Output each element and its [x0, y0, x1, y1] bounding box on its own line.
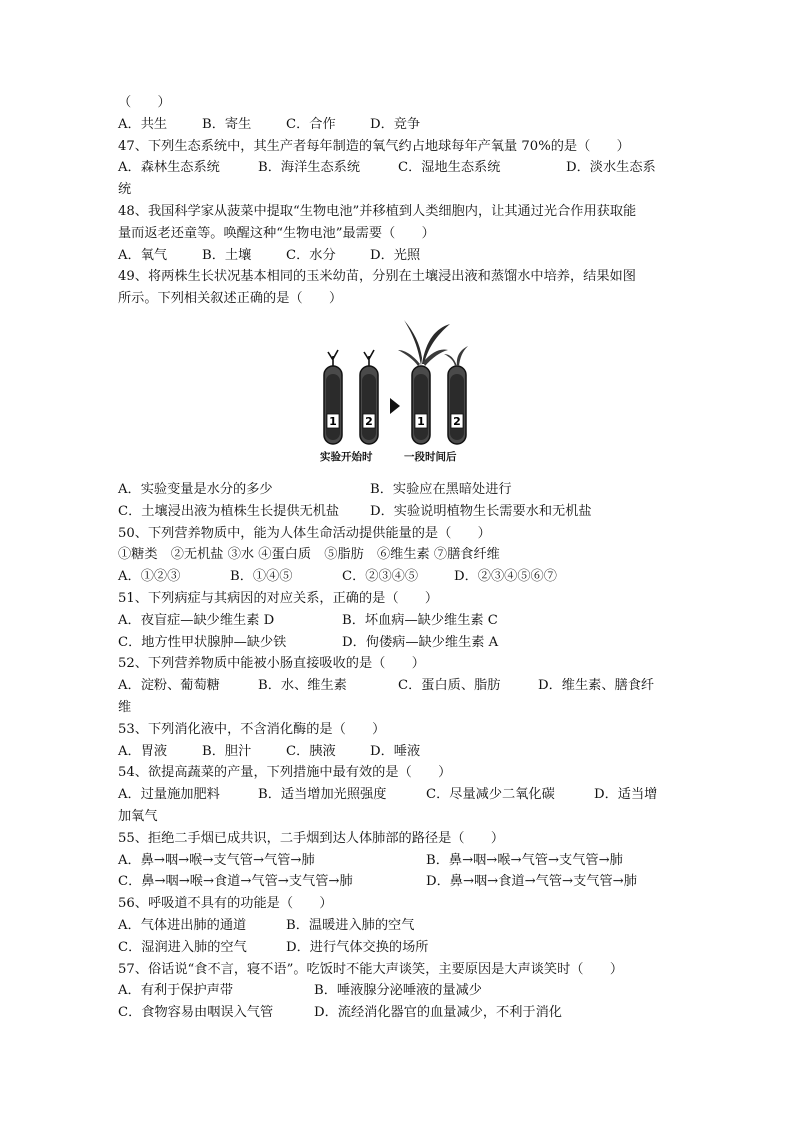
q49-stem-line2: 所示。下列相关叙述正确的是（ ）	[118, 291, 343, 307]
q49-option-b: B．实验应在黑暗处进行	[370, 481, 512, 497]
q49-option-d: D．实验说明植物生长需要水和无机盐	[370, 503, 592, 519]
q51-option-a: A．夜盲症—缺少维生素 D	[118, 612, 275, 628]
q46-answer-blank: （ ）	[118, 95, 171, 110]
q47-option-a: A．森林生态系统	[118, 160, 220, 176]
q51-option-b: B．坏血病—缺少维生素 C	[342, 612, 498, 628]
q54-option-d: D．适当增	[594, 787, 658, 803]
q47-option-d: D．淡水生态系	[566, 160, 656, 176]
tube-2-later	[444, 346, 468, 444]
q51-options-row1	[118, 610, 678, 632]
q51-stem: 51、下列病症与其病因的对应关系，正确的是（ ）	[118, 590, 439, 606]
q57-option-d: D．流经消化器官的血量减少，不利于消化	[314, 1005, 562, 1021]
q47-option-d-cont: 统	[118, 182, 132, 198]
q49-option-a: A．实验变量是水分的多少	[118, 481, 273, 497]
caption-later: 一段时间后	[404, 450, 457, 463]
q54-option-d-cont: 加氧气	[118, 808, 158, 824]
q57-options-row1	[118, 980, 678, 1002]
q56-options-row1	[118, 915, 678, 937]
q51-options-row2	[118, 632, 678, 654]
q54-option-b: B．适当增加光照强度	[258, 787, 387, 803]
q46-options	[118, 114, 678, 136]
q57-option-b: B．唾液腺分泌唾液的量减少	[314, 983, 482, 999]
q55-stem: 55、拒绝二手烟已成共识，二手烟到达人体肺部的路径是（ ）	[118, 830, 505, 846]
q55-options-row1	[118, 850, 678, 872]
tube-1-start	[324, 350, 342, 444]
q50-option-c: C．②③④⑤	[342, 569, 419, 585]
arrow-icon	[390, 398, 400, 414]
q50-option-a: A．①②③	[118, 569, 181, 585]
q47-stem: 47、下列生态系统中，其生产者每年制造的氧气约占地球每年产氧量 70%的是（ ）	[118, 138, 630, 154]
q50-stem: 50、下列营养物质中，能为人体生命活动提供能量的是（ ）	[118, 525, 491, 541]
q53-option-b: B．胆汁	[202, 743, 252, 759]
q49-options-row2	[118, 501, 678, 523]
q47-option-c: C．湿地生态系统	[398, 160, 501, 176]
q52-option-c: C．蛋白质、脂肪	[398, 678, 501, 694]
q54-stem: 54、欲提高蔬菜的产量，下列措施中最有效的是（ ）	[118, 765, 452, 781]
q53-option-c: C．胰液	[286, 743, 336, 759]
q48-option-d: D．光照	[370, 247, 421, 263]
q57-option-a: A．有利于保护声带	[118, 983, 234, 999]
q48-option-b: B．土壤	[202, 247, 252, 263]
tube-label-2: 2	[365, 414, 373, 428]
q55-option-c: C．鼻→咽→喉→食道→气管→支气管→肺	[118, 874, 353, 890]
q53-options	[118, 741, 678, 763]
q52-option-d: D．维生素、膳食纤	[538, 678, 655, 694]
q47-option-b: B．海洋生态系统	[258, 160, 361, 176]
q49-figure	[118, 314, 678, 476]
q55-option-d: D．鼻→咽→食道→气管→支气管→肺	[426, 874, 637, 890]
q55-option-a: A．鼻→咽→喉→支气管→气管→肺	[118, 852, 315, 868]
tube-2-start	[360, 350, 378, 444]
q48-stem-line1: 48、我国科学家从菠菜中提取“生物电池”并移植到人类细胞内，让其通过光合作用获取能	[118, 203, 637, 219]
q47-options	[118, 157, 678, 179]
q50-option-d: D．②③④⑤⑥⑦	[454, 569, 557, 585]
q52-option-d-cont: 维	[118, 699, 132, 715]
q53-stem: 53、下列消化液中，不含消化酶的是（ ）	[118, 721, 386, 737]
q50-option-b: B．①④⑤	[230, 569, 293, 585]
caption-start: 实验开始时	[320, 450, 373, 463]
q54-option-c: C．尽量减少二氧化碳	[426, 787, 555, 803]
q46-option-c: C．合作	[286, 116, 336, 132]
q50-items: ①糖类 ②无机盐 ③水 ④蛋白质 ⑤脂肪 ⑥维生素 ⑦膳食纤维	[118, 547, 500, 563]
q56-option-b: B．温暖进入肺的空气	[286, 917, 415, 933]
q52-options	[118, 675, 678, 697]
q56-stem: 56、呼吸道不具有的功能是（ ）	[118, 896, 333, 912]
q57-option-c: C．食物容易由咽误入气管	[118, 1005, 274, 1021]
q48-option-a: A．氧气	[118, 247, 168, 263]
q53-option-d: D．唾液	[370, 743, 421, 759]
q57-options-row2	[118, 1002, 678, 1024]
q56-option-d: D．进行气体交换的场所	[286, 939, 429, 955]
q55-options-row2	[118, 871, 678, 893]
q48-option-c: C．水分	[286, 247, 336, 263]
q53-option-a: A．胃液	[118, 743, 168, 759]
q52-option-b: B．水、维生素	[258, 678, 347, 694]
q56-options-row2	[118, 937, 678, 959]
q49-option-c: C．土壤浸出液为植株生长提供无机盐	[118, 503, 340, 519]
q56-option-c: C．湿润进入肺的空气	[118, 939, 247, 955]
q46-option-d: D．竞争	[370, 116, 421, 132]
q51-option-d: D．佝偻病—缺少维生素 A	[342, 634, 499, 650]
q56-option-a: A．气体进出肺的通道	[118, 917, 247, 933]
q46-option-b: B．寄生	[202, 116, 252, 132]
q51-option-c: C．地方性甲状腺肿—缺少铁	[118, 634, 287, 650]
q50-options	[118, 566, 678, 588]
q48-stem-line2: 量而返老还童等。唤醒这种“生物电池”最需要（ ）	[118, 225, 435, 241]
q54-options	[118, 784, 678, 806]
q49-options-row1	[118, 479, 678, 501]
tube-label-1: 1	[329, 414, 337, 428]
tube-label-4: 2	[453, 414, 461, 428]
tube-label-3: 1	[417, 414, 425, 428]
q52-option-a: A．淀粉、葡萄糖	[118, 678, 220, 694]
q49-stem-line1: 49、将两株生长状况基本相同的玉米幼苗，分别在土壤浸出液和蒸馏水中培养，结果如图	[118, 269, 636, 285]
test-tube-illustration	[314, 314, 484, 452]
q57-stem: 57、俗话说“食不言，寝不语”。吃饭时不能大声谈笑，主要原因是大声谈笑时（ ）	[118, 961, 624, 977]
exam-page	[118, 92, 678, 1024]
q54-option-a: A．过量施加肥料	[118, 787, 220, 803]
q48-options	[118, 245, 678, 267]
q52-stem: 52、下列营养物质中能被小肠直接吸收的是（ ）	[118, 656, 425, 672]
q55-option-b: B．鼻→咽→喉→气管→支气管→肺	[426, 852, 623, 868]
q46-option-a: A．共生	[118, 116, 168, 132]
